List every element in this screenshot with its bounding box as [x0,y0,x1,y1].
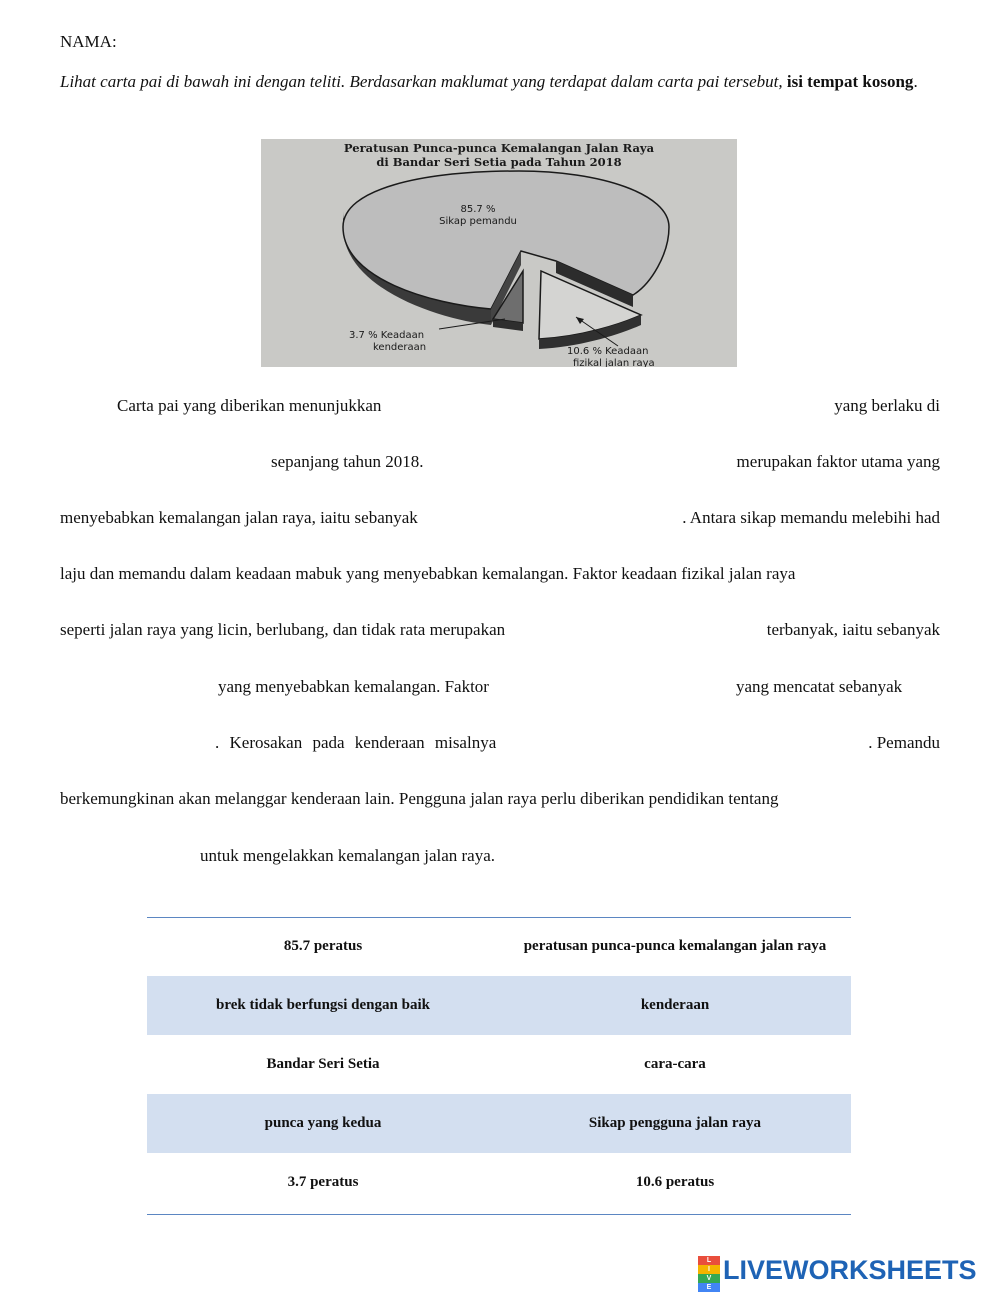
word-bank-row [147,1153,851,1212]
blank-4-input[interactable] [475,505,629,533]
word-bank-bottom-border [147,1214,851,1215]
name-label: NAMA: [60,32,117,51]
pie-chart [261,139,737,367]
blank-7-input[interactable] [538,674,732,702]
label-fizikal-value: 10.6 % Keadaan [567,346,649,357]
blank-5-input[interactable] [578,617,737,645]
para-l3a: menyebabkan kemalangan jalan raya, iaitu sebanyak [60,508,418,527]
word-bank-option[interactable]: punca yang kedua [264,1115,382,1131]
word-bank [147,917,851,1212]
word-bank-option[interactable]: Bandar Seri Setia [266,1056,380,1072]
blank-3-input[interactable] [460,449,689,477]
para-l7a: . Kerosakan pada kenderaan misalnya [215,733,497,752]
label-fizikal-name: fizikal jalan raya [573,358,655,367]
para-line-5 [60,620,940,644]
para-line-3 [60,508,940,532]
word-bank-option[interactable]: cara-cara [644,1056,706,1072]
logo-badge-e: E [698,1283,720,1292]
word-bank-option[interactable]: 85.7 peratus [283,938,363,954]
word-bank-option[interactable]: peratusan punca-punca kemalangan jalan raya [523,938,827,954]
para-l9: untuk mengelakkan kemalangan jalan raya. [200,846,496,865]
para-line-8 [60,789,940,813]
word-bank-option[interactable]: kenderaan [640,997,710,1013]
liveworksheets-logo [698,1254,977,1291]
chart-title-line2: di Bandar Seri Setia pada Tahun 2018 [376,155,622,169]
para-l7b: . Pemandu [868,733,940,752]
logo-text: LIVEWORKSHEETS [723,1254,977,1285]
para-l5a: seperti jalan raya yang licin, berlubang, dan tidak rata merupakan [60,620,506,639]
word-bank-row [147,1035,851,1094]
para-l1a: Carta pai yang diberikan menunjukkan [117,396,382,415]
para-l1b: yang berlaku di [834,396,940,415]
para-l2b: merupakan faktor utama yang [736,452,940,471]
para-l6b: yang mencatat sebanyak [736,677,903,696]
label-sikap-name: Sikap pemandu [439,216,517,227]
para-l4: laju dan memandu dalam keadaan mabuk yang menyebabkan kemalangan. Faktor keadaan fizikal jalan raya [60,564,796,583]
instructions-bold-1: isi [786,72,803,91]
blank-10-input[interactable] [60,843,199,871]
blank-9-input[interactable] [560,730,844,758]
para-line-1 [60,396,940,420]
para-l2a: sepanjang tahun 2018. [271,452,424,471]
blank-8-input[interactable] [60,730,214,758]
word-bank-row [147,976,851,1035]
para-l5b: terbanyak, iaitu sebanyak [766,620,940,639]
label-sikap-value: 85.7 % [460,204,496,215]
para-l3b: . Antara sikap memandu melebihi had [682,508,940,527]
para-line-4 [60,564,940,588]
label-kenderaan-value: 3.7 % Keadaan [349,330,425,341]
logo-badge-i: I [698,1265,720,1274]
instructions-italic: Lihat carta pai di bawah ini dengan teliti. Berdasarkan maklumat yang terdapat dalam carta pai tersebut, [60,72,783,91]
instructions-end: . [913,72,918,91]
para-line-6 [60,677,940,701]
blank-1-input[interactable] [440,393,814,421]
para-l6a: yang menyebabkan kemalangan. Faktor [218,677,489,696]
word-bank-row [147,917,851,976]
word-bank-option[interactable]: Sikap pengguna jalan raya [588,1115,762,1131]
blank-6-input[interactable] [60,674,214,702]
para-l8: berkemungkinan akan melanggar kenderaan lain. Pengguna jalan raya perlu diberikan pendidikan tentang [60,789,779,808]
para-line-7 [60,733,940,757]
word-bank-option[interactable]: 10.6 peratus [635,1174,715,1190]
chart-title-line1: Peratusan Punca-punca Kemalangan Jalan Raya [343,141,655,155]
blank-2-input[interactable] [60,449,264,477]
para-line-9 [60,846,940,870]
instructions-bold-2: tempat kosong [807,72,914,91]
logo-badge-l: L [698,1256,720,1265]
word-bank-row [147,1094,851,1153]
pie-chart-svg [261,139,737,367]
instructions [60,70,940,93]
word-bank-option[interactable]: 3.7 peratus [287,1174,359,1190]
label-kenderaan-name: kenderaan [373,342,427,353]
logo-badge-v: V [698,1274,720,1283]
word-bank-option[interactable]: brek tidak berfungsi dengan baik [216,997,430,1013]
logo-badge-icon [698,1256,720,1291]
para-line-2 [60,452,940,476]
word-bank-top-border [147,917,851,918]
